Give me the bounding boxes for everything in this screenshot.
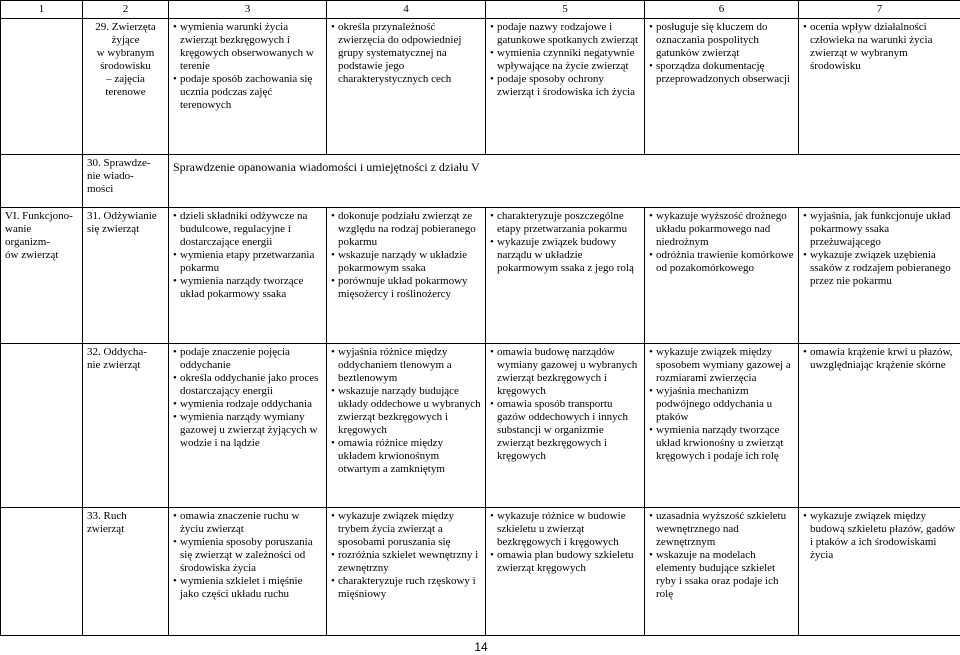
requirements-cell bbox=[486, 508, 645, 636]
requirement-item: • wymienia narządy wymiany gazowej u zwierząt żyjących w wodzie i na lądzie bbox=[173, 411, 322, 450]
requirement-list bbox=[331, 21, 481, 86]
requirement-list bbox=[649, 21, 794, 86]
requirement-item: • odróżnia trawienie komórkowe od pozakomórkowego bbox=[649, 249, 794, 275]
requirement-list bbox=[803, 510, 956, 562]
cell-text-line: – zajęcia bbox=[106, 73, 145, 85]
cell-text-line: żyjące bbox=[111, 34, 140, 46]
requirement-item: • charakteryzuje poszczególne etapy przetwarzania pokarmu bbox=[490, 210, 640, 236]
cell-text-line: zwierząt bbox=[87, 523, 125, 535]
cell-text-line: nie zwierząt bbox=[87, 359, 141, 371]
requirement-item: • wykazuje różnice w budowie szkieletu u zwierząt bezkręgowych i kręgowych bbox=[490, 510, 640, 549]
requirements-cell bbox=[327, 19, 486, 155]
requirement-item: • podaje sposób zachowania się ucznia podczas zajęć terenowych bbox=[173, 73, 322, 112]
requirement-item: • wymienia czynniki negatywnie wpływające na życie zwierząt bbox=[490, 47, 640, 73]
table-row bbox=[1, 208, 960, 344]
cell-text-line: nie wiado- bbox=[87, 170, 134, 182]
requirements-cell bbox=[169, 19, 327, 155]
requirement-list bbox=[331, 510, 481, 601]
page-number: 14 bbox=[474, 640, 488, 654]
requirements-cell bbox=[327, 208, 486, 344]
requirement-list bbox=[331, 346, 481, 476]
requirement-list bbox=[173, 346, 322, 450]
requirement-item: • porównuje układ pokarmowy mięsożercy i roślinożercy bbox=[331, 275, 481, 301]
cell-text-line: w wybranym bbox=[96, 47, 155, 59]
requirement-list bbox=[173, 510, 322, 601]
requirements-cell bbox=[169, 208, 327, 344]
column-header: 7 bbox=[799, 1, 960, 19]
requirements-cell bbox=[169, 508, 327, 636]
topic-cell bbox=[83, 19, 169, 155]
requirement-list bbox=[490, 510, 640, 575]
requirement-item: • posługuje się kluczem do oznaczania pospolitych gatunków zwierząt bbox=[649, 21, 794, 60]
requirement-item: • charakteryzuje ruch rzęskowy i mięśniowy bbox=[331, 575, 481, 601]
requirement-item: • uzasadnia wyższość szkieletu wewnętrznego nad zewnętrznym bbox=[649, 510, 794, 549]
requirements-cell bbox=[486, 208, 645, 344]
requirements-cell bbox=[645, 19, 799, 155]
requirement-item: • wyjaśnia, jak funkcjonuje układ pokarmowy ssaka przeżuwającego bbox=[803, 210, 956, 249]
cell-text-line: 33. Ruch bbox=[87, 510, 127, 522]
cell-text-line: 31. Odżywianie bbox=[87, 210, 157, 222]
cell-text-line: mości bbox=[87, 183, 114, 195]
requirement-list bbox=[490, 346, 640, 463]
section-cell bbox=[1, 19, 83, 155]
requirement-list bbox=[803, 210, 956, 288]
requirement-item: • wymienia narządy tworzące układ krwionośny u zwierząt kręgowych i podaje ich rolę bbox=[649, 424, 794, 463]
requirement-list bbox=[649, 510, 794, 601]
requirement-item: • wymienia sposoby poruszania się zwierząt w zależności od środowiska życia bbox=[173, 536, 322, 575]
cell-text-line: wanie bbox=[5, 223, 32, 235]
cell-text-line: środowisku bbox=[100, 60, 151, 72]
topic-cell bbox=[83, 344, 169, 508]
requirement-item: • omawia różnice między układem krwionośnym otwartym a zamkniętym bbox=[331, 437, 481, 476]
requirement-item: • wykazuje związek budowy narządu w układzie pokarmowym ssaka z jego rolą bbox=[490, 236, 640, 275]
requirement-list bbox=[803, 346, 956, 372]
requirement-list bbox=[490, 210, 640, 275]
merged-requirements-cell: Sprawdzenie opanowania wiadomości i umiejętności z działu V bbox=[169, 155, 960, 208]
requirement-item: • wymienia etapy przetwarzania pokarmu bbox=[173, 249, 322, 275]
section-cell bbox=[1, 508, 83, 636]
requirement-list bbox=[173, 21, 322, 112]
cell-text-line: się zwierząt bbox=[87, 223, 140, 235]
requirement-item: • wykazuje związek między budową szkieletu płazów, gadów i ptaków a ich środowiskami życia bbox=[803, 510, 956, 562]
requirement-item: • wymienia warunki życia zwierząt bezkręgowych i kręgowych obserwowanych w terenie bbox=[173, 21, 322, 73]
requirement-list bbox=[649, 346, 794, 463]
requirement-item: • omawia plan budowy szkieletu zwierząt kręgowych bbox=[490, 549, 640, 575]
requirements-cell bbox=[799, 344, 960, 508]
requirement-list bbox=[331, 210, 481, 301]
requirement-item: • wskazuje narządy w układzie pokarmowym ssaka bbox=[331, 249, 481, 275]
requirements-cell bbox=[169, 344, 327, 508]
requirements-cell bbox=[645, 508, 799, 636]
requirements-cell bbox=[327, 508, 486, 636]
cell-text-line: terenowe bbox=[105, 86, 146, 98]
requirements-cell bbox=[327, 344, 486, 508]
section-cell bbox=[1, 344, 83, 508]
cell-text-line: VI. Funkcjono- bbox=[5, 210, 73, 222]
requirement-item: • ocenia wpływ działalności człowieka na warunki życia zwierząt w wybranym środowisku bbox=[803, 21, 956, 73]
requirement-item: • wskazuje narządy budujące układy oddechowe u wybranych zwierząt bezkręgowych i kręgowych bbox=[331, 385, 481, 437]
requirement-item: • wskazuje na modelach elementy budujące szkielet ryby i ssaka oraz podaje ich rolę bbox=[649, 549, 794, 601]
cell-text-line: ów zwierząt bbox=[5, 249, 59, 261]
requirement-item: • omawia sposób transportu gazów oddechowych i innych substancji w organizmie zwierząt bezkręgowych i kręgowych bbox=[490, 398, 640, 463]
requirements-cell bbox=[799, 508, 960, 636]
requirements-cell bbox=[799, 208, 960, 344]
requirement-item: • wyjaśnia różnice między oddychaniem tlenowym a beztlenowym bbox=[331, 346, 481, 385]
table-row bbox=[1, 155, 960, 208]
table-row bbox=[1, 508, 960, 636]
requirements-cell bbox=[486, 344, 645, 508]
requirement-item: • sporządza dokumentację przeprowadzonych obserwacji bbox=[649, 60, 794, 86]
requirement-item: • wymienia rodzaje oddychania bbox=[173, 398, 322, 411]
requirement-item: • rozróżnia szkielet wewnętrzny i zewnętrzny bbox=[331, 549, 481, 575]
cell-text-line: organizm- bbox=[5, 236, 51, 248]
requirements-cell bbox=[645, 208, 799, 344]
requirement-list bbox=[490, 21, 640, 99]
requirement-list bbox=[803, 21, 956, 73]
column-header: 5 bbox=[486, 1, 645, 19]
requirement-list bbox=[173, 210, 322, 301]
requirement-item: • określa przynależność zwierzęcia do odpowiedniej grupy systematycznej na podstawie jego charakterystycznych cech bbox=[331, 21, 481, 86]
column-header: 2 bbox=[83, 1, 169, 19]
requirement-item: • podaje nazwy rodzajowe i gatunkowe spotkanych zwierząt bbox=[490, 21, 640, 47]
section-cell bbox=[1, 208, 83, 344]
requirement-item: • wykazuje związek między trybem życia zwierząt a sposobami poruszania się bbox=[331, 510, 481, 549]
column-header: 3 bbox=[169, 1, 327, 19]
topic-cell bbox=[83, 155, 169, 208]
requirement-list bbox=[649, 210, 794, 275]
requirement-item: • podaje sposoby ochrony zwierząt i środowiska ich życia bbox=[490, 73, 640, 99]
requirement-item: • omawia znaczenie ruchu w życiu zwierząt bbox=[173, 510, 322, 536]
cell-text-line: 32. Oddycha- bbox=[87, 346, 147, 358]
column-header: 6 bbox=[645, 1, 799, 19]
requirements-cell bbox=[486, 19, 645, 155]
requirements-cell bbox=[645, 344, 799, 508]
requirement-item: • wymienia szkielet i mięśnie jako części układu ruchu bbox=[173, 575, 322, 601]
topic-cell bbox=[83, 508, 169, 636]
topic-cell bbox=[83, 208, 169, 344]
requirement-item: • omawia krążenie krwi u płazów, uwzględniając krążenie skórne bbox=[803, 346, 956, 372]
table-row bbox=[1, 344, 960, 508]
requirement-item: • wykazuje związek między sposobem wymiany gazowej a rozmiarami zwierzęcia bbox=[649, 346, 794, 385]
cell-text-line: 30. Sprawdze- bbox=[87, 157, 151, 169]
requirement-item: • dokonuje podziału zwierząt ze względu na rodzaj pobieranego pokarmu bbox=[331, 210, 481, 249]
column-header: 1 bbox=[1, 1, 83, 19]
requirement-item: • dzieli składniki odżywcze na budulcowe, regulacyjne i dostarczające energii bbox=[173, 210, 322, 249]
table-row bbox=[1, 19, 960, 155]
requirement-item: • wymienia narządy tworzące układ pokarmowy ssaka bbox=[173, 275, 322, 301]
cell-text-line: 29. Zwierzęta bbox=[95, 21, 156, 33]
section-cell bbox=[1, 155, 83, 208]
requirement-item: • wyjaśnia mechanizm podwójnego oddychania u ptaków bbox=[649, 385, 794, 424]
requirement-item: • omawia budowę narządów wymiany gazowej u wybranych zwierząt bezkręgowych i kręgowych bbox=[490, 346, 640, 398]
requirements-cell bbox=[799, 19, 960, 155]
requirement-item: • wykazuje związek uzębienia ssaków z rodzajem pobieranego przez nie pokarmu bbox=[803, 249, 956, 288]
header-row bbox=[1, 1, 960, 19]
requirement-item: • podaje znaczenie pojęcia oddychanie bbox=[173, 346, 322, 372]
column-header: 4 bbox=[327, 1, 486, 19]
requirement-item: • określa oddychanie jako proces dostarczający energii bbox=[173, 372, 322, 398]
requirement-item: • wykazuje wyższość drożnego układu pokarmowego nad niedrożnym bbox=[649, 210, 794, 249]
